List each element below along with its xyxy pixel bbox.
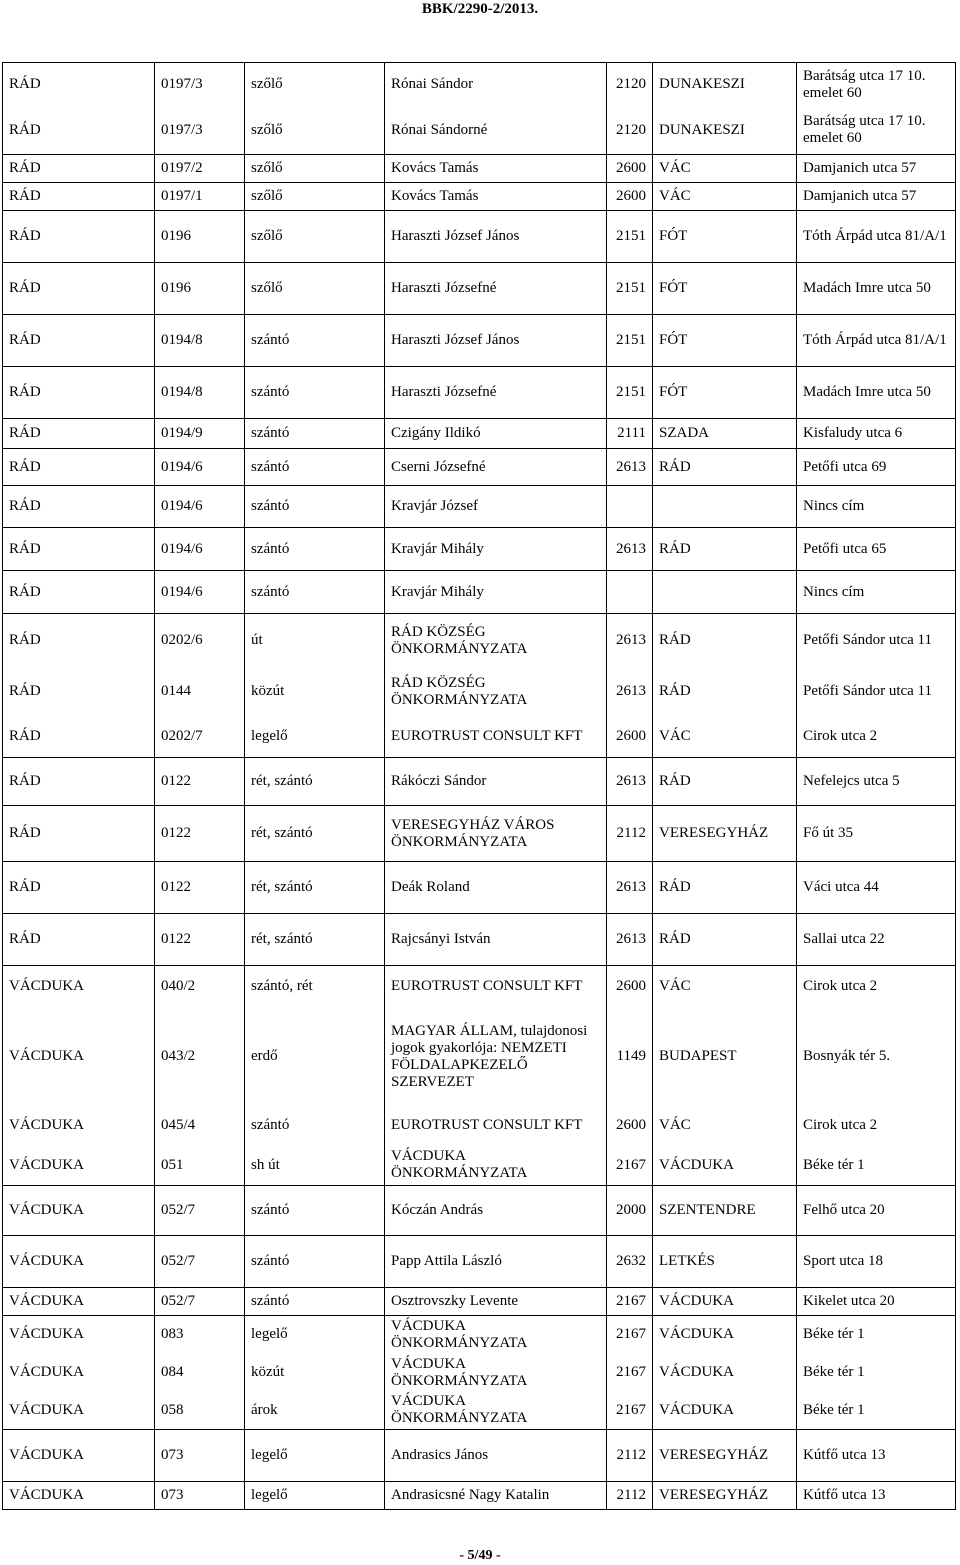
owner-name-cell: Andrasics János xyxy=(385,1430,607,1482)
owner-name-cell: Czigány Ildikó xyxy=(385,419,607,449)
owner-name-cell: EUROTRUST CONSULT KFT xyxy=(385,716,607,758)
city-cell: FÓT xyxy=(653,211,797,263)
table-row xyxy=(3,571,956,614)
address-cell: Nefelejcs utca 5 xyxy=(797,758,956,806)
address-cell: Béke tér 1 xyxy=(797,1316,956,1354)
settlement-cell: RÁD xyxy=(3,758,155,806)
parcel-number-cell: 051 xyxy=(155,1146,245,1186)
city-cell: RÁD xyxy=(653,862,797,914)
city-cell: VÁC xyxy=(653,155,797,183)
parcel-number-cell: 043/2 xyxy=(155,1008,245,1106)
address-cell: Petőfi utca 69 xyxy=(797,449,956,486)
city-cell: VÁCDUKA xyxy=(653,1392,797,1430)
owner-name-cell: Cserni Józsefné xyxy=(385,449,607,486)
address-cell: Bosnyák tér 5. xyxy=(797,1008,956,1106)
city-cell: RÁD xyxy=(653,758,797,806)
parcel-number-cell: 0122 xyxy=(155,806,245,862)
address-cell: Cirok utca 2 xyxy=(797,966,956,1008)
parcel-number-cell: 083 xyxy=(155,1316,245,1354)
table-row xyxy=(3,419,956,449)
parcel-number-cell: 0122 xyxy=(155,862,245,914)
table-row xyxy=(3,914,956,966)
address-cell: Fő út 35 xyxy=(797,806,956,862)
address-cell: Tóth Árpád utca 81/A/1 xyxy=(797,315,956,367)
postal-code-cell: 2613 xyxy=(607,862,653,914)
table-row xyxy=(3,1482,956,1510)
land-use-cell: szőlő xyxy=(245,155,385,183)
city-cell: VERESEGYHÁZ xyxy=(653,1482,797,1510)
table-row xyxy=(3,211,956,263)
settlement-cell: VÁCDUKA xyxy=(3,1236,155,1288)
land-use-cell: közút xyxy=(245,1354,385,1392)
address-cell: Béke tér 1 xyxy=(797,1392,956,1430)
address-cell: Sport utca 18 xyxy=(797,1236,956,1288)
address-cell: Kútfő utca 13 xyxy=(797,1482,956,1510)
settlement-cell: RÁD xyxy=(3,862,155,914)
land-use-cell: legelő xyxy=(245,1482,385,1510)
land-use-cell: szántó xyxy=(245,1106,385,1146)
postal-code-cell: 2632 xyxy=(607,1236,653,1288)
address-cell: Béke tér 1 xyxy=(797,1354,956,1392)
land-use-cell: szántó xyxy=(245,1236,385,1288)
table-row xyxy=(3,449,956,486)
settlement-cell: VÁCDUKA xyxy=(3,966,155,1008)
settlement-cell: RÁD xyxy=(3,716,155,758)
city-cell: VÁCDUKA xyxy=(653,1146,797,1186)
settlement-cell: RÁD xyxy=(3,486,155,528)
document-reference-header: BBK/2290-2/2013. xyxy=(421,1,539,17)
address-cell: Cirok utca 2 xyxy=(797,1106,956,1146)
land-use-cell: legelő xyxy=(245,1316,385,1354)
parcel-number-cell: 0194/6 xyxy=(155,528,245,571)
table-row xyxy=(3,528,956,571)
table-row xyxy=(3,1288,956,1316)
postal-code-cell: 2151 xyxy=(607,211,653,263)
city-cell: RÁD xyxy=(653,614,797,668)
owner-name-cell: Papp Attila László xyxy=(385,1236,607,1288)
owner-name-cell: Kóczán András xyxy=(385,1186,607,1236)
owner-name-cell: Kravjár Mihály xyxy=(385,528,607,571)
land-use-cell: árok xyxy=(245,1392,385,1430)
settlement-cell: VÁCDUKA xyxy=(3,1354,155,1392)
postal-code-cell: 2167 xyxy=(607,1392,653,1430)
city-cell: VÁCDUKA xyxy=(653,1354,797,1392)
settlement-cell: RÁD xyxy=(3,315,155,367)
parcel-number-cell: 0196 xyxy=(155,263,245,315)
postal-code-cell: 2167 xyxy=(607,1316,653,1354)
postal-code-cell: 2112 xyxy=(607,1482,653,1510)
parcel-number-cell: 040/2 xyxy=(155,966,245,1008)
table-row xyxy=(3,1430,956,1482)
city-cell: DUNAKESZI xyxy=(653,107,797,155)
address-cell: Tóth Árpád utca 81/A/1 xyxy=(797,211,956,263)
address-cell: Petőfi Sándor utca 11 xyxy=(797,614,956,668)
settlement-cell: VÁCDUKA xyxy=(3,1316,155,1354)
page-number: - 5/49 - xyxy=(459,1548,501,1563)
land-use-cell: szántó xyxy=(245,528,385,571)
owner-name-cell: RÁD KÖZSÉG ÖNKORMÁNYZATA xyxy=(385,614,607,668)
address-cell: Kisfaludy utca 6 xyxy=(797,419,956,449)
land-use-cell: szőlő xyxy=(245,263,385,315)
land-use-cell: szántó xyxy=(245,1288,385,1316)
land-use-cell: közút xyxy=(245,668,385,716)
address-cell: Damjanich utca 57 xyxy=(797,155,956,183)
city-cell: VÁC xyxy=(653,1106,797,1146)
settlement-cell: VÁCDUKA xyxy=(3,1288,155,1316)
city-cell: RÁD xyxy=(653,528,797,571)
settlement-cell: VÁCDUKA xyxy=(3,1392,155,1430)
table-row xyxy=(3,806,956,862)
settlement-cell: RÁD xyxy=(3,914,155,966)
settlement-cell: RÁD xyxy=(3,449,155,486)
land-use-cell: sh út xyxy=(245,1146,385,1186)
postal-code-cell: 2000 xyxy=(607,1186,653,1236)
settlement-cell: RÁD xyxy=(3,63,155,107)
postal-code-cell xyxy=(607,571,653,614)
table-row xyxy=(3,1316,956,1354)
address-cell: Váci utca 44 xyxy=(797,862,956,914)
owner-name-cell: Haraszti Józsefné xyxy=(385,367,607,419)
owner-name-cell: Kravjár Mihály xyxy=(385,571,607,614)
owner-name-cell: EUROTRUST CONSULT KFT xyxy=(385,1106,607,1146)
owner-name-cell: Rónai Sándorné xyxy=(385,107,607,155)
city-cell: LETKÉS xyxy=(653,1236,797,1288)
city-cell: FÓT xyxy=(653,263,797,315)
land-use-cell: szántó xyxy=(245,419,385,449)
owner-name-cell: RÁD KÖZSÉG ÖNKORMÁNYZATA xyxy=(385,668,607,716)
postal-code-cell: 2167 xyxy=(607,1146,653,1186)
address-cell: Felhő utca 20 xyxy=(797,1186,956,1236)
table-row xyxy=(3,1106,956,1146)
city-cell: FÓT xyxy=(653,315,797,367)
table-row xyxy=(3,155,956,183)
postal-code-cell: 2613 xyxy=(607,758,653,806)
parcel-number-cell: 0194/6 xyxy=(155,449,245,486)
parcel-number-cell: 073 xyxy=(155,1482,245,1510)
address-cell: Sallai utca 22 xyxy=(797,914,956,966)
settlement-cell: RÁD xyxy=(3,263,155,315)
postal-code-cell: 2112 xyxy=(607,806,653,862)
owner-name-cell: Rajcsányi István xyxy=(385,914,607,966)
city-cell: SZADA xyxy=(653,419,797,449)
parcel-number-cell: 0197/1 xyxy=(155,183,245,211)
parcel-number-cell: 0194/9 xyxy=(155,419,245,449)
parcel-number-cell: 0197/3 xyxy=(155,63,245,107)
settlement-cell: VÁCDUKA xyxy=(3,1146,155,1186)
table-row xyxy=(3,1354,956,1392)
table-row xyxy=(3,716,956,758)
land-use-cell: szántó xyxy=(245,1186,385,1236)
table-row xyxy=(3,668,956,716)
table-row xyxy=(3,966,956,1008)
parcel-number-cell: 0202/7 xyxy=(155,716,245,758)
city-cell: RÁD xyxy=(653,449,797,486)
postal-code-cell: 2120 xyxy=(607,107,653,155)
settlement-cell: RÁD xyxy=(3,806,155,862)
land-use-cell: rét, szántó xyxy=(245,914,385,966)
postal-code-cell: 1149 xyxy=(607,1008,653,1106)
owner-name-cell: EUROTRUST CONSULT KFT xyxy=(385,966,607,1008)
table-row xyxy=(3,107,956,155)
owner-name-cell: Osztrovszky Levente xyxy=(385,1288,607,1316)
address-cell: Kútfő utca 13 xyxy=(797,1430,956,1482)
city-cell xyxy=(653,571,797,614)
postal-code-cell: 2613 xyxy=(607,668,653,716)
postal-code-cell: 2151 xyxy=(607,367,653,419)
land-use-cell: szántó xyxy=(245,486,385,528)
settlement-cell: RÁD xyxy=(3,183,155,211)
postal-code-cell: 2600 xyxy=(607,966,653,1008)
table-row xyxy=(3,1392,956,1430)
table-row xyxy=(3,614,956,668)
city-cell xyxy=(653,486,797,528)
postal-code-cell: 2613 xyxy=(607,614,653,668)
parcel-number-cell: 058 xyxy=(155,1392,245,1430)
settlement-cell: RÁD xyxy=(3,528,155,571)
postal-code-cell: 2600 xyxy=(607,716,653,758)
settlement-cell: RÁD xyxy=(3,367,155,419)
parcel-number-cell: 0122 xyxy=(155,758,245,806)
parcel-number-cell: 073 xyxy=(155,1430,245,1482)
table-row xyxy=(3,183,956,211)
city-cell: RÁD xyxy=(653,668,797,716)
settlement-cell: VÁCDUKA xyxy=(3,1186,155,1236)
city-cell: BUDAPEST xyxy=(653,1008,797,1106)
address-cell: Nincs cím xyxy=(797,486,956,528)
parcel-number-cell: 0202/6 xyxy=(155,614,245,668)
address-cell: Damjanich utca 57 xyxy=(797,183,956,211)
address-cell: Barátság utca 17 10. emelet 60 xyxy=(797,107,956,155)
postal-code-cell: 2613 xyxy=(607,528,653,571)
land-use-cell: rét, szántó xyxy=(245,758,385,806)
land-use-cell: szőlő xyxy=(245,107,385,155)
land-parcel-table xyxy=(2,62,956,1510)
parcel-number-cell: 0194/6 xyxy=(155,571,245,614)
land-use-cell: legelő xyxy=(245,1430,385,1482)
postal-code-cell xyxy=(607,486,653,528)
city-cell: VÁC xyxy=(653,966,797,1008)
table-row xyxy=(3,1008,956,1106)
parcel-number-cell: 0122 xyxy=(155,914,245,966)
city-cell: DUNAKESZI xyxy=(653,63,797,107)
owner-name-cell: Deák Roland xyxy=(385,862,607,914)
address-cell: Petőfi utca 65 xyxy=(797,528,956,571)
postal-code-cell: 2613 xyxy=(607,914,653,966)
parcel-number-cell: 0197/3 xyxy=(155,107,245,155)
settlement-cell: RÁD xyxy=(3,155,155,183)
settlement-cell: VÁCDUKA xyxy=(3,1430,155,1482)
parcel-number-cell: 052/7 xyxy=(155,1288,245,1316)
parcel-number-cell: 045/4 xyxy=(155,1106,245,1146)
owner-name-cell: Haraszti József János xyxy=(385,211,607,263)
postal-code-cell: 2111 xyxy=(607,419,653,449)
city-cell: VÁCDUKA xyxy=(653,1288,797,1316)
owner-name-cell: VÁCDUKA ÖNKORMÁNYZATA xyxy=(385,1392,607,1430)
owner-name-cell: Kravjár József xyxy=(385,486,607,528)
city-cell: VÁC xyxy=(653,183,797,211)
city-cell: SZENTENDRE xyxy=(653,1186,797,1236)
address-cell: Barátság utca 17 10. emelet 60 xyxy=(797,63,956,107)
postal-code-cell: 2613 xyxy=(607,449,653,486)
owner-name-cell: VÁCDUKA ÖNKORMÁNYZATA xyxy=(385,1146,607,1186)
postal-code-cell: 2151 xyxy=(607,315,653,367)
land-use-cell: szántó xyxy=(245,315,385,367)
settlement-cell: RÁD xyxy=(3,419,155,449)
owner-name-cell: Kovács Tamás xyxy=(385,183,607,211)
settlement-cell: RÁD xyxy=(3,668,155,716)
parcel-number-cell: 0194/6 xyxy=(155,486,245,528)
settlement-cell: RÁD xyxy=(3,571,155,614)
postal-code-cell: 2167 xyxy=(607,1354,653,1392)
table-row xyxy=(3,1186,956,1236)
owner-name-cell: Rónai Sándor xyxy=(385,63,607,107)
parcel-number-cell: 0144 xyxy=(155,668,245,716)
postal-code-cell: 2167 xyxy=(607,1288,653,1316)
city-cell: VÁC xyxy=(653,716,797,758)
settlement-cell: VÁCDUKA xyxy=(3,1106,155,1146)
postal-code-cell: 2600 xyxy=(607,183,653,211)
table-row xyxy=(3,1146,956,1186)
owner-name-cell: VERESEGYHÁZ VÁROS ÖNKORMÁNYZATA xyxy=(385,806,607,862)
parcel-number-cell: 052/7 xyxy=(155,1236,245,1288)
postal-code-cell: 2151 xyxy=(607,263,653,315)
postal-code-cell: 2120 xyxy=(607,63,653,107)
settlement-cell: VÁCDUKA xyxy=(3,1482,155,1510)
land-use-cell: szántó xyxy=(245,449,385,486)
settlement-cell: RÁD xyxy=(3,211,155,263)
land-use-cell: szőlő xyxy=(245,211,385,263)
table-row xyxy=(3,315,956,367)
address-cell: Madách Imre utca 50 xyxy=(797,367,956,419)
parcel-number-cell: 0194/8 xyxy=(155,315,245,367)
settlement-cell: VÁCDUKA xyxy=(3,1008,155,1106)
table-row xyxy=(3,367,956,419)
land-use-cell: szántó xyxy=(245,367,385,419)
parcel-number-cell: 052/7 xyxy=(155,1186,245,1236)
city-cell: FÓT xyxy=(653,367,797,419)
parcel-number-cell: 0196 xyxy=(155,211,245,263)
owner-name-cell: Haraszti Józsefné xyxy=(385,263,607,315)
land-use-cell: erdő xyxy=(245,1008,385,1106)
city-cell: RÁD xyxy=(653,914,797,966)
parcel-number-cell: 084 xyxy=(155,1354,245,1392)
address-cell: Kikelet utca 20 xyxy=(797,1288,956,1316)
land-use-cell: szőlő xyxy=(245,63,385,107)
owner-name-cell: VÁCDUKA ÖNKORMÁNYZATA xyxy=(385,1316,607,1354)
land-use-cell: szántó, rét xyxy=(245,966,385,1008)
table-row xyxy=(3,486,956,528)
owner-name-cell: Rákóczi Sándor xyxy=(385,758,607,806)
owner-name-cell: VÁCDUKA ÖNKORMÁNYZATA xyxy=(385,1354,607,1392)
city-cell: VÁCDUKA xyxy=(653,1316,797,1354)
postal-code-cell: 2600 xyxy=(607,1106,653,1146)
table-row xyxy=(3,1236,956,1288)
address-cell: Petőfi Sándor utca 11 xyxy=(797,668,956,716)
city-cell: VERESEGYHÁZ xyxy=(653,806,797,862)
postal-code-cell: 2112 xyxy=(607,1430,653,1482)
parcel-number-cell: 0197/2 xyxy=(155,155,245,183)
owner-name-cell: MAGYAR ÁLLAM, tulajdonosi jogok gyakorlója: NEMZETI FÖLDALAPKEZELŐ SZERVEZET xyxy=(385,1008,607,1106)
land-use-cell: szőlő xyxy=(245,183,385,211)
table-body xyxy=(3,63,956,1510)
city-cell: VERESEGYHÁZ xyxy=(653,1430,797,1482)
owner-name-cell: Haraszti József János xyxy=(385,315,607,367)
address-cell: Cirok utca 2 xyxy=(797,716,956,758)
settlement-cell: RÁD xyxy=(3,614,155,668)
address-cell: Madách Imre utca 50 xyxy=(797,263,956,315)
table-row xyxy=(3,263,956,315)
settlement-cell: RÁD xyxy=(3,107,155,155)
land-use-cell: szántó xyxy=(245,571,385,614)
table-row xyxy=(3,63,956,107)
land-use-cell: legelő xyxy=(245,716,385,758)
land-use-cell: út xyxy=(245,614,385,668)
parcel-number-cell: 0194/8 xyxy=(155,367,245,419)
address-cell: Béke tér 1 xyxy=(797,1146,956,1186)
table-row xyxy=(3,758,956,806)
land-use-cell: rét, szántó xyxy=(245,806,385,862)
postal-code-cell: 2600 xyxy=(607,155,653,183)
address-cell: Nincs cím xyxy=(797,571,956,614)
table-row xyxy=(3,862,956,914)
land-use-cell: rét, szántó xyxy=(245,862,385,914)
owner-name-cell: Andrasicsné Nagy Katalin xyxy=(385,1482,607,1510)
owner-name-cell: Kovács Tamás xyxy=(385,155,607,183)
